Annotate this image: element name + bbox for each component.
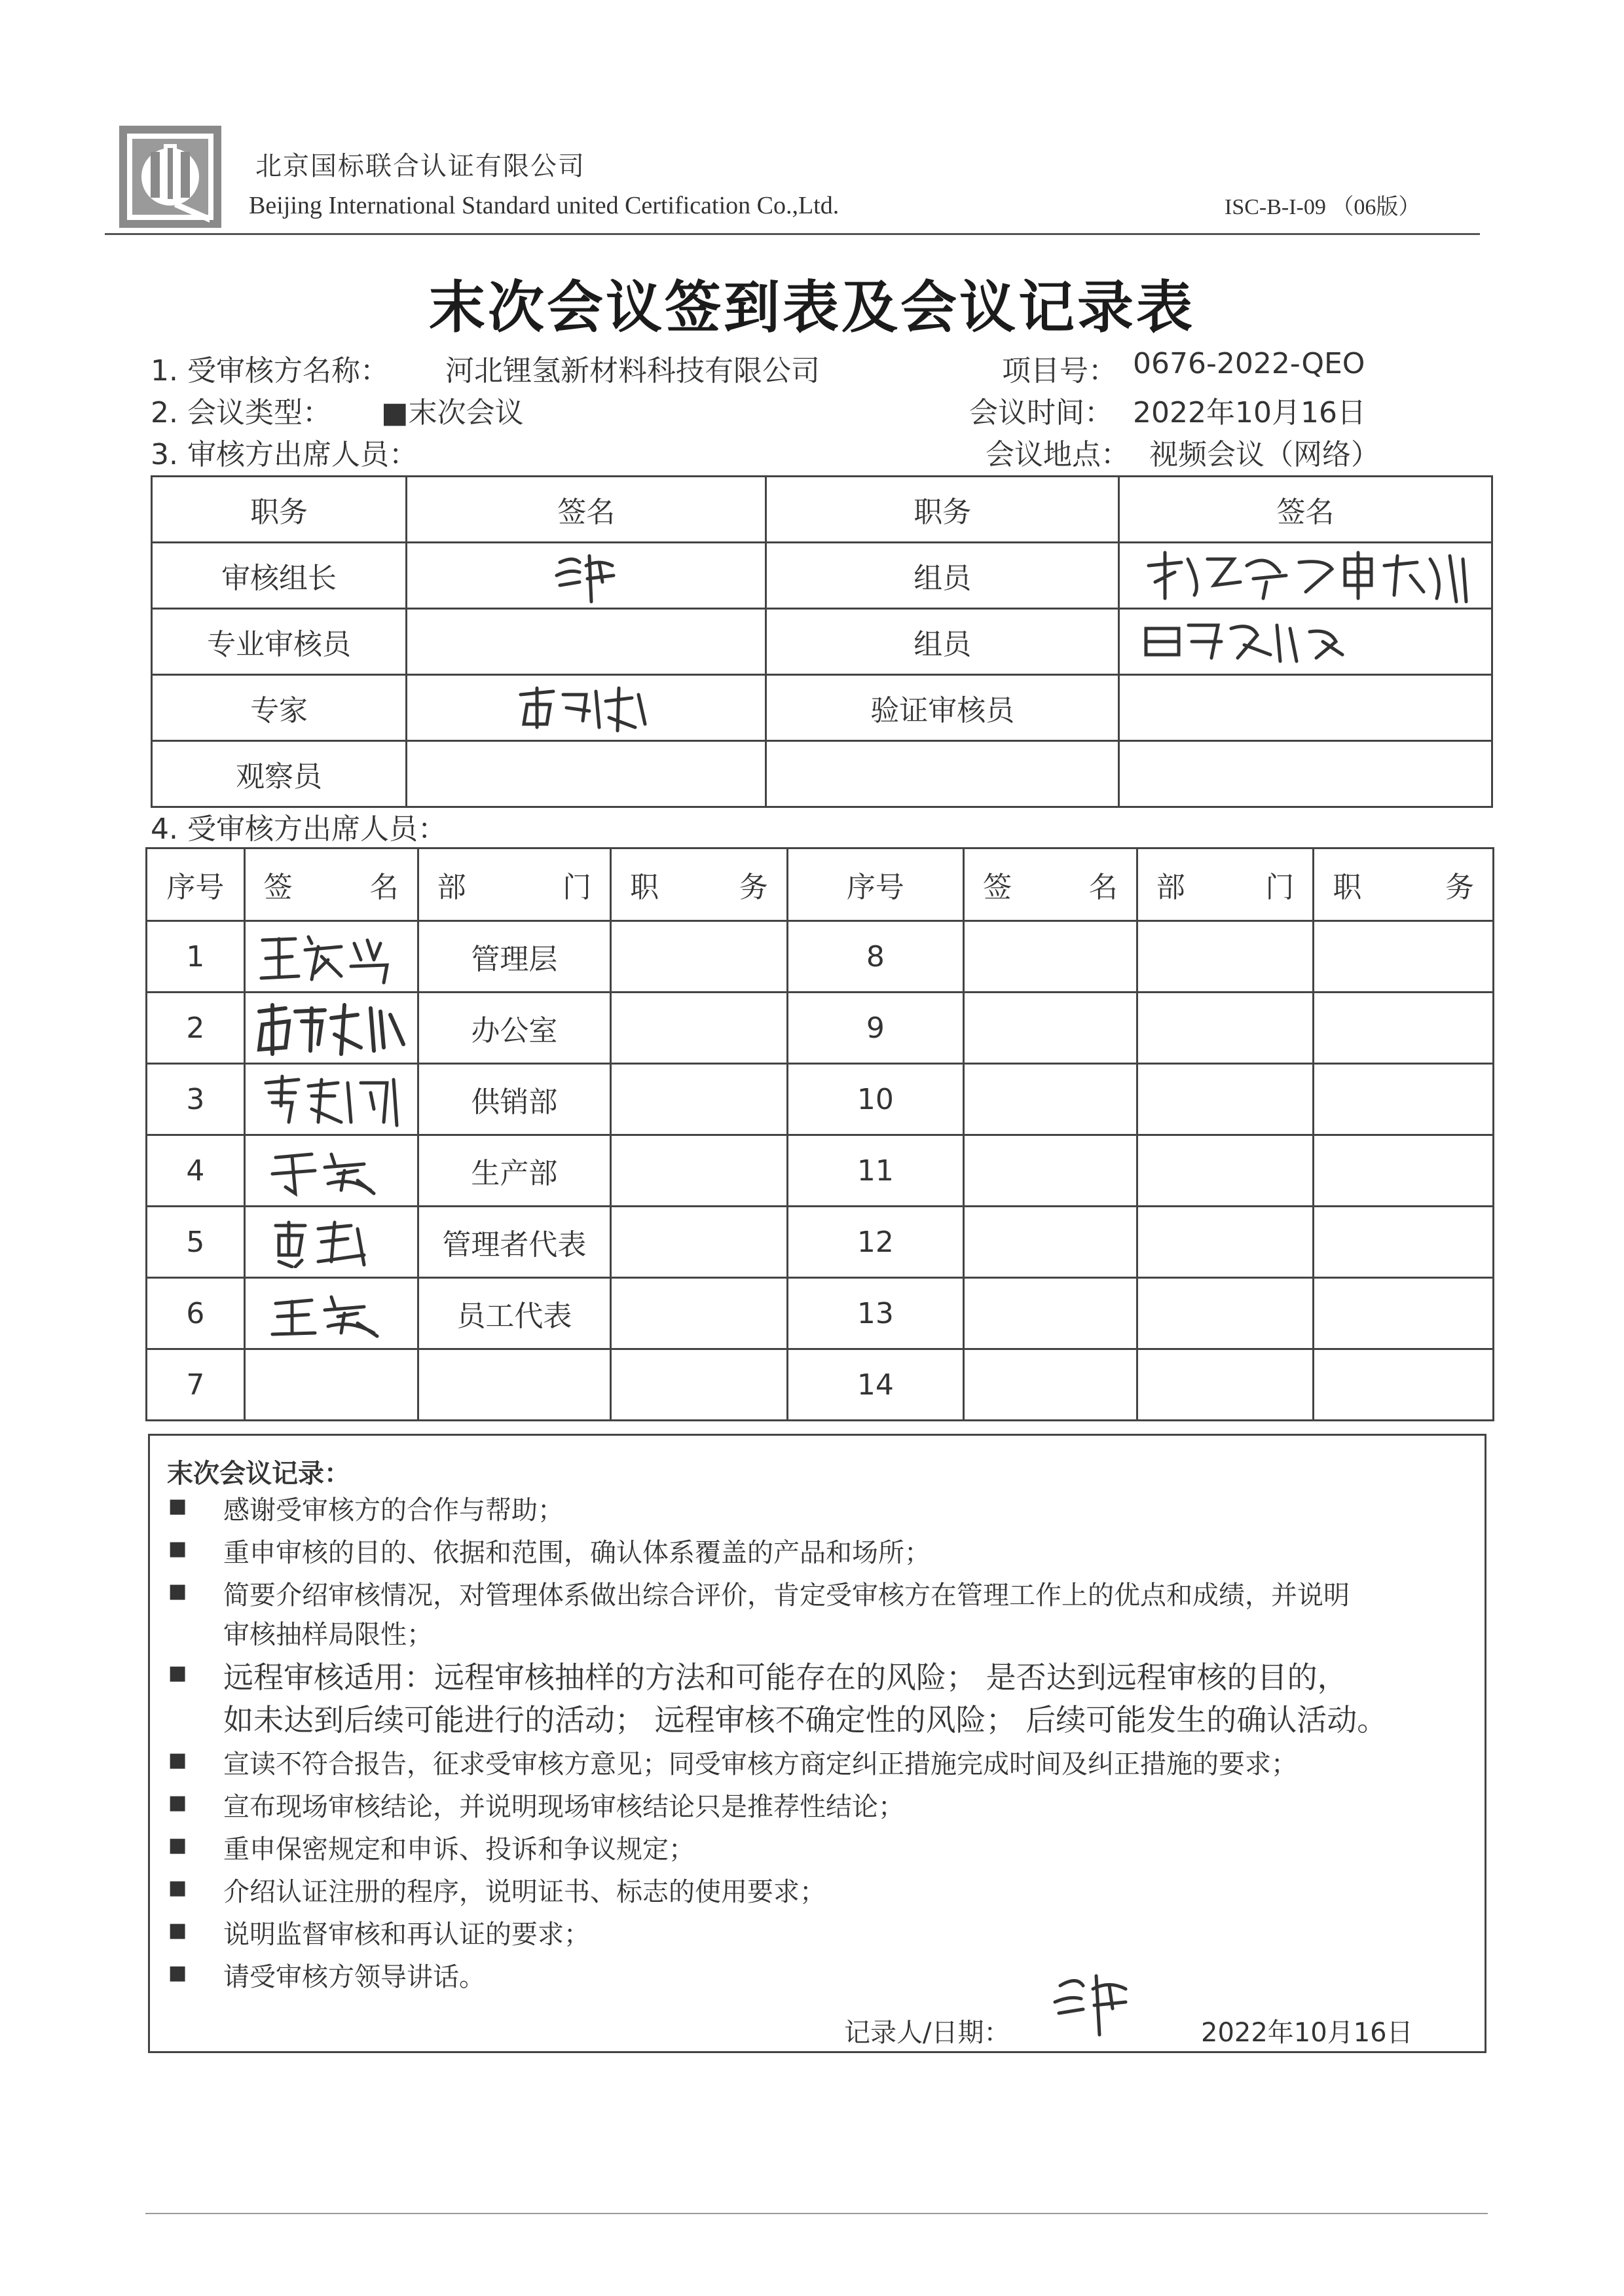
table-row: [152, 675, 1492, 741]
department-cell: [1137, 921, 1314, 993]
position-cell: [611, 1278, 788, 1349]
record-date: 2022年10月16日: [1201, 2018, 1413, 2048]
signature-cell: [407, 675, 766, 741]
table-row: [152, 609, 1492, 675]
table-row: [147, 993, 1494, 1064]
row-number: 1: [147, 921, 245, 993]
bullet-icon: ■: [168, 1580, 187, 1603]
signature-cell: [964, 993, 1137, 1064]
position-cell: [611, 1349, 788, 1421]
row-number: 12: [787, 1207, 963, 1278]
department-cell: [1137, 1064, 1314, 1135]
signature-cell: [244, 1349, 418, 1421]
bullet-icon: ■: [168, 1791, 187, 1814]
table-header-row: [152, 477, 1492, 543]
meeting-place-label: 会议地点：: [986, 438, 1130, 471]
company-logo: [118, 124, 223, 229]
signature-cell: [964, 1349, 1137, 1421]
handwritten-signature: [540, 546, 632, 605]
bullet-icon: ■: [168, 1834, 187, 1857]
position-cell: [611, 921, 788, 993]
department-cell: [1137, 1207, 1314, 1278]
row-number: 5: [147, 1207, 245, 1278]
department-cell: 供销部: [418, 1064, 611, 1135]
meeting-time-label: 会议时间：: [969, 396, 1113, 429]
signature-cell: [964, 921, 1137, 993]
department-cell: [1137, 993, 1314, 1064]
position-cell: [1314, 1135, 1494, 1207]
project-number: 0676-2022-QEO: [1133, 347, 1365, 380]
row-number: 9: [787, 993, 963, 1064]
header-signature: 签名: [407, 477, 766, 543]
role-cell: 审核组长: [152, 543, 407, 609]
page-title: 末次会议签到表及会议记录表: [429, 275, 1195, 340]
position-cell: [1314, 1278, 1494, 1349]
department-cell: 员工代表: [418, 1278, 611, 1349]
record-item: 重申保密规定和申诉、投诉和争议规定；: [223, 1834, 695, 1865]
signature-cell: [244, 1135, 418, 1207]
position-cell: [611, 1135, 788, 1207]
signature-cell: [1119, 741, 1492, 807]
signature-cell: [407, 609, 766, 675]
position-cell: [1314, 1349, 1494, 1421]
header-position: 职 务: [611, 848, 788, 921]
signature-cell: [1119, 675, 1492, 741]
header-department: 部 门: [418, 848, 611, 921]
table-row: [147, 1135, 1494, 1207]
record-item: 重申审核的目的、依据和范围，确认体系覆盖的产品和场所；: [223, 1538, 931, 1568]
row-number: 11: [787, 1135, 963, 1207]
handwritten-signature: [256, 1070, 407, 1129]
company-name-cn: 北京国标联合认证有限公司: [255, 151, 585, 181]
role-cell: 专家: [152, 675, 407, 741]
role-cell: 观察员: [152, 741, 407, 807]
signature-cell: [964, 1064, 1137, 1135]
record-item: 简要介绍审核情况，对管理体系做出综合评价，肯定受审核方在管理工作上的优点和成绩，并说明: [223, 1580, 1350, 1611]
table-row: [147, 1064, 1494, 1135]
signature-cell: [1119, 609, 1492, 675]
table-row: [152, 741, 1492, 807]
signature-cell: [244, 921, 418, 993]
header-signature: 签 名: [244, 848, 418, 921]
handwritten-signature: [514, 682, 658, 734]
handwritten-signature: [266, 1216, 397, 1268]
row-number: 8: [787, 921, 963, 993]
signature-cell: [244, 1064, 418, 1135]
record-title: 末次会议记录：: [167, 1459, 350, 1489]
header-number: 序号: [147, 848, 245, 921]
table-row: [147, 1207, 1494, 1278]
footer-divider: [145, 2213, 1488, 2214]
record-item: 宣读不符合报告，征求受审核方意见；同受审核方商定纠正措施完成时间及纠正措施的要求；: [223, 1749, 1297, 1779]
bullet-icon: ■: [168, 1537, 187, 1560]
project-label: 项目号：: [1002, 354, 1117, 388]
department-cell: 管理层: [418, 921, 611, 993]
bullet-icon: ■: [168, 1919, 187, 1942]
auditors-label: 3. 审核方出席人员：: [151, 438, 418, 471]
handwritten-signature: [266, 1287, 397, 1339]
bullet-icon: ■: [168, 1749, 187, 1772]
record-item: 远程审核适用：远程审核抽样的方法和可能存在的风险； 是否达到远程审核的目的，: [223, 1660, 1348, 1695]
header-signature: 签名: [1119, 477, 1492, 543]
record-item: 说明监督审核和再认证的要求；: [223, 1920, 590, 1950]
department-cell: [418, 1349, 611, 1421]
handwritten-signature: [256, 927, 407, 986]
bullet-icon: ■: [168, 1662, 187, 1685]
header-divider: [105, 233, 1480, 235]
position-cell: [611, 1207, 788, 1278]
meeting-place-value: 视频会议（网络）: [1149, 438, 1380, 471]
auditee-label: 1. 受审核方名称：: [151, 354, 389, 388]
header-role: 职务: [766, 477, 1119, 543]
department-cell: [1137, 1278, 1314, 1349]
record-item-continued: 如未达到后续可能进行的活动； 远程审核不确定性的风险； 后续可能发生的确认活动。: [223, 1702, 1388, 1738]
position-cell: [1314, 1207, 1494, 1278]
handwritten-signature: [1041, 1966, 1145, 2038]
record-item: 请受审核方领导讲话。: [223, 1962, 485, 1992]
row-number: 10: [787, 1064, 963, 1135]
row-number: 13: [787, 1278, 963, 1349]
record-item: 介绍认证注册的程序，说明证书、标志的使用要求；: [223, 1877, 826, 1907]
signature-cell: [964, 1278, 1137, 1349]
department-cell: 生产部: [418, 1135, 611, 1207]
record-item: 感谢受审核方的合作与帮助；: [223, 1495, 564, 1525]
position-cell: [1314, 921, 1494, 993]
meeting-type-value: ■末次会议: [381, 396, 524, 429]
auditee-name: 河北锂氢新材料科技有限公司: [445, 354, 820, 388]
header-number: 序号: [787, 848, 963, 921]
row-number: 6: [147, 1278, 245, 1349]
table-row: [147, 1349, 1494, 1421]
signature-cell: [407, 543, 766, 609]
bullet-icon: ■: [168, 1961, 187, 1984]
department-cell: 办公室: [418, 993, 611, 1064]
auditee-attendees-table: [145, 847, 1494, 1421]
position-cell: [611, 993, 788, 1064]
meeting-type-label: 2. 会议类型：: [151, 396, 331, 429]
company-name-en: Beijing International Standard united Certification Co.,Ltd.: [249, 192, 840, 219]
department-cell: [1137, 1135, 1314, 1207]
signature-cell: [964, 1207, 1137, 1278]
bullet-icon: ■: [168, 1876, 187, 1899]
row-number: 7: [147, 1349, 245, 1421]
meeting-record-box: [148, 1434, 1486, 2053]
signature-cell: [407, 741, 766, 807]
position-cell: [1314, 993, 1494, 1064]
recorder-label: 记录人/日期：: [844, 2018, 1010, 2048]
bullet-icon: ■: [168, 1495, 187, 1518]
header-role: 职务: [152, 477, 407, 543]
row-number: 4: [147, 1135, 245, 1207]
meeting-time-value: 2022年10月16日: [1133, 396, 1366, 429]
header-position: 职 务: [1314, 848, 1494, 921]
signature-cell: [964, 1135, 1137, 1207]
document-number: ISC-B-I-09 （06版）: [1225, 195, 1421, 219]
header-department: 部 门: [1137, 848, 1314, 921]
role-cell: 组员: [766, 543, 1119, 609]
handwritten-signature: [1135, 546, 1476, 605]
role-cell: 专业审核员: [152, 609, 407, 675]
row-number: 14: [787, 1349, 963, 1421]
signature-cell: [244, 993, 418, 1064]
table-header-row: [147, 848, 1494, 921]
signature-cell: [1119, 543, 1492, 609]
department-cell: 管理者代表: [418, 1207, 611, 1278]
record-item: 宣布现场审核结论，并说明现场审核结论只是推荐性结论；: [223, 1792, 904, 1822]
row-number: 2: [147, 993, 245, 1064]
row-number: 3: [147, 1064, 245, 1135]
signature-cell: [244, 1207, 418, 1278]
role-cell: [766, 741, 1119, 807]
record-item-continued: 审核抽样局限性；: [223, 1620, 433, 1650]
role-cell: 组员: [766, 609, 1119, 675]
position-cell: [611, 1064, 788, 1135]
handwritten-signature: [266, 1144, 397, 1197]
signature-cell: [244, 1278, 418, 1349]
attendees-label: 4. 受审核方出席人员：: [151, 812, 447, 846]
role-cell: 验证审核员: [766, 675, 1119, 741]
table-row: [147, 1278, 1494, 1349]
handwritten-signature: [1139, 615, 1356, 668]
position-cell: [1314, 1064, 1494, 1135]
table-row: [147, 921, 1494, 993]
header-signature: 签 名: [964, 848, 1137, 921]
handwritten-signature: [253, 998, 410, 1057]
table-row: [152, 543, 1492, 609]
department-cell: [1137, 1349, 1314, 1421]
audit-team-table: [151, 475, 1493, 808]
